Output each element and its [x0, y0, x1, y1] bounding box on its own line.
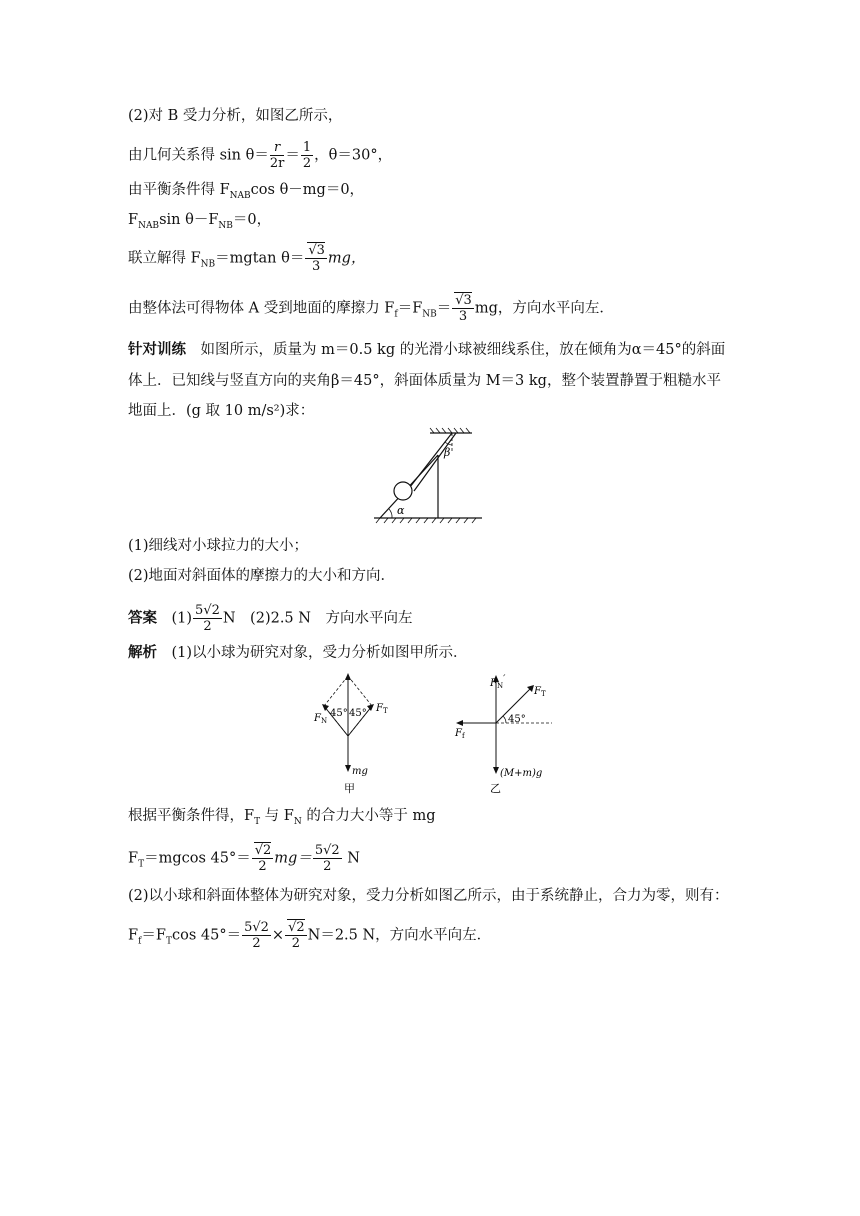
- calc-line-2: $F_T=mgcos$ 45°＝ $\frac{√2}{2}$ mg＝ $\frac{5√2}{2}$ N: [128, 843, 360, 874]
- fraction: $\frac{√2}{2}$: [252, 843, 274, 874]
- fn-label: $F_N$: [314, 713, 328, 725]
- beta-label: β: [444, 446, 451, 459]
- training-label: 针对训练: [128, 342, 186, 358]
- ff-label: $F_f$: [455, 728, 465, 740]
- incline-figure: [370, 425, 486, 525]
- fraction: $\frac{1}{2}$: [302, 140, 312, 171]
- force-diagram-jia: [308, 668, 398, 798]
- question-2: (2)地面对斜面体的摩擦力的大小和方向．: [128, 568, 396, 584]
- analysis-line-1: 解析 (1)以小球为研究对象，受力分析如图甲所示．: [128, 645, 468, 661]
- alpha-label: α: [397, 504, 405, 517]
- text-line-4: $F_{NAB}\sin$ $\theta-F_{NB}=0$，: [128, 212, 272, 231]
- text-line-6: 由整体法可得物体 A 受到地面的摩擦力 $F_f=F_{NB}=$ $\frac{√3}{3}$ mg，方向水平向左．: [128, 293, 614, 324]
- fraction: $\frac{√3}{3}$: [452, 293, 474, 324]
- fraction: $\frac{5√2}{2}$: [314, 843, 340, 874]
- text-line-5: 联立解得 $F_{NB}=mgtan$ θ＝ $\frac{√3}{3}$ mg，: [128, 243, 366, 274]
- fraction: $\frac{5√2}{2}$: [244, 920, 269, 951]
- training-line-3: 地面上．(g 取 10 m/s²)求：: [128, 403, 315, 419]
- calc-line-4: $F_f=F_T\cos$ 45°＝ $\frac{5√2}{2}$ × $\frac{√2}{2}$ N＝2.5 N，方向水平向左．: [128, 920, 492, 951]
- angle-label-right: 45°: [349, 708, 367, 719]
- ft-label: $F_T$: [376, 703, 388, 715]
- answer-label: 答案: [128, 610, 157, 627]
- fn-prime-label: $F_N'$: [490, 674, 506, 690]
- text-line-2: 由几何关系得 sin θ＝ $\frac{r}{2r}$ ＝ $\frac{1}{2}$ ，θ＝30°，: [128, 140, 393, 171]
- training-line-2: 体上．已知线与竖直方向的夹角β＝45°，斜面体质量为 M＝3 kg，整个装置静置于粗糙水平: [128, 373, 721, 389]
- angle-label: 45°: [508, 714, 526, 725]
- analysis-label: 解析: [128, 645, 157, 661]
- training-line-1: 针对训练 如图所示，质量为 m＝0.5 kg 的光滑小球被细线系住，放在倾角为α＝45°的斜面: [128, 342, 726, 358]
- mg-label: mg: [352, 766, 368, 777]
- calc-line-3: (2)以小球和斜面体整体为研究对象，受力分析如图乙所示，由于系统静止，合力为零，则有：: [128, 888, 729, 904]
- ft-label: $F_T$: [534, 686, 546, 698]
- calc-line-1: 根据平衡条件得，$F_T$ 与 $F_N$ 的合力大小等于 mg: [128, 808, 436, 827]
- question-1: (1)细线对小球拉力的大小；: [128, 538, 309, 554]
- fraction: $\frac{r}{2r}$: [269, 140, 285, 171]
- fraction: $\frac{√2}{2}$: [285, 920, 307, 951]
- answer-line: 答案 (1) $\frac{5√2}{2}$ N (2)2.5 N 方向水平向左: [128, 603, 413, 634]
- caption-jia: 甲: [344, 782, 355, 795]
- caption-yi: 乙: [490, 782, 501, 795]
- weight-label: (M+m)g: [500, 768, 543, 779]
- angle-label-left: 45°: [330, 708, 348, 719]
- text-line-3: 由平衡条件得 $F_{NAB}\cos$ θ－mg＝0，: [128, 182, 365, 201]
- text-line-1: (2)对 B 受力分析，如图乙所示，: [128, 108, 343, 124]
- force-diagram-yi: [452, 668, 572, 798]
- fraction: $\frac{5√2}{2}$: [195, 603, 220, 634]
- fraction: $\frac{√3}{3}$: [305, 243, 327, 274]
